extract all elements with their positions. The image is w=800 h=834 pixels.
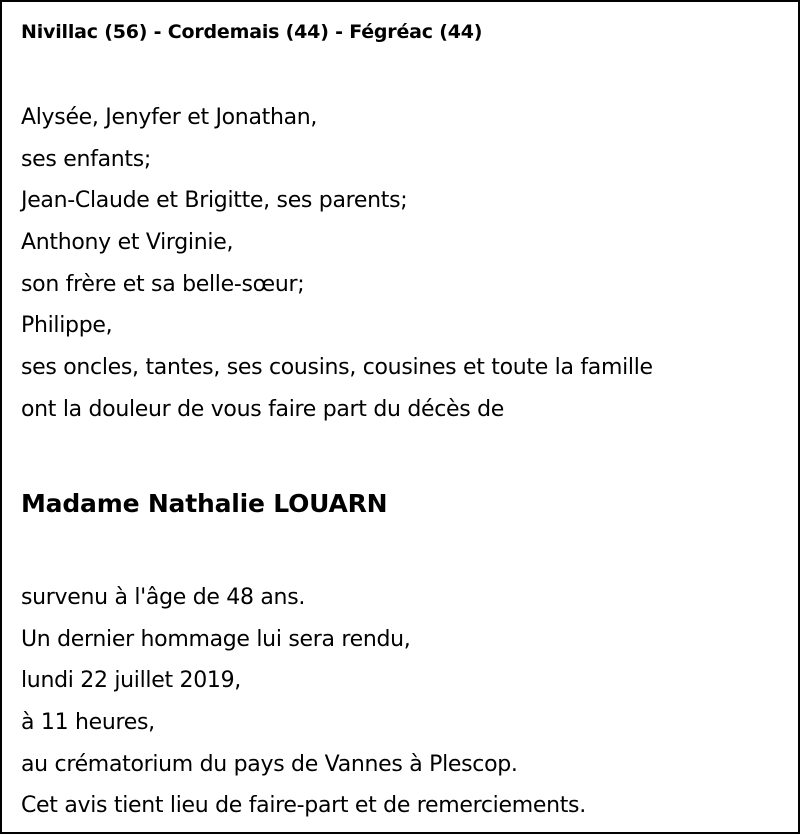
funeral-details (21, 577, 586, 827)
text-line: ont la douleur de vous faire part du décès de (21, 396, 505, 422)
text-line: ses oncles, tantes, ses cousins, cousines et toute la famille (21, 355, 653, 381)
text-line: à 11 heures, (21, 710, 155, 736)
text-line: Anthony et Virginie, (21, 230, 234, 256)
text-line: au crématorium du pays de Vannes à Plescop. (21, 751, 518, 777)
text-line: survenu à l'âge de 48 ans. (21, 585, 306, 610)
locations-header: Nivillac (56) - Cordemais (44) - Fégréac (44) (21, 21, 483, 43)
family-announcement (21, 97, 653, 431)
text-line: ses enfants; (21, 146, 152, 172)
text-line: Philippe, (21, 313, 113, 339)
text-line: lundi 22 juillet 2019, (21, 668, 241, 694)
text-line: son frère et sa belle-sœur; (21, 271, 305, 297)
deceased-name: Madame Nathalie LOUARN (21, 489, 388, 518)
text-line: Alysée, Jenyfer et Jonathan, (21, 105, 318, 130)
text-line: Cet avis tient lieu de faire-part et de remerciements. (21, 793, 586, 819)
text-line: Jean-Claude et Brigitte, ses parents; (21, 188, 408, 214)
text-line: Un dernier hommage lui sera rendu, (21, 626, 411, 652)
